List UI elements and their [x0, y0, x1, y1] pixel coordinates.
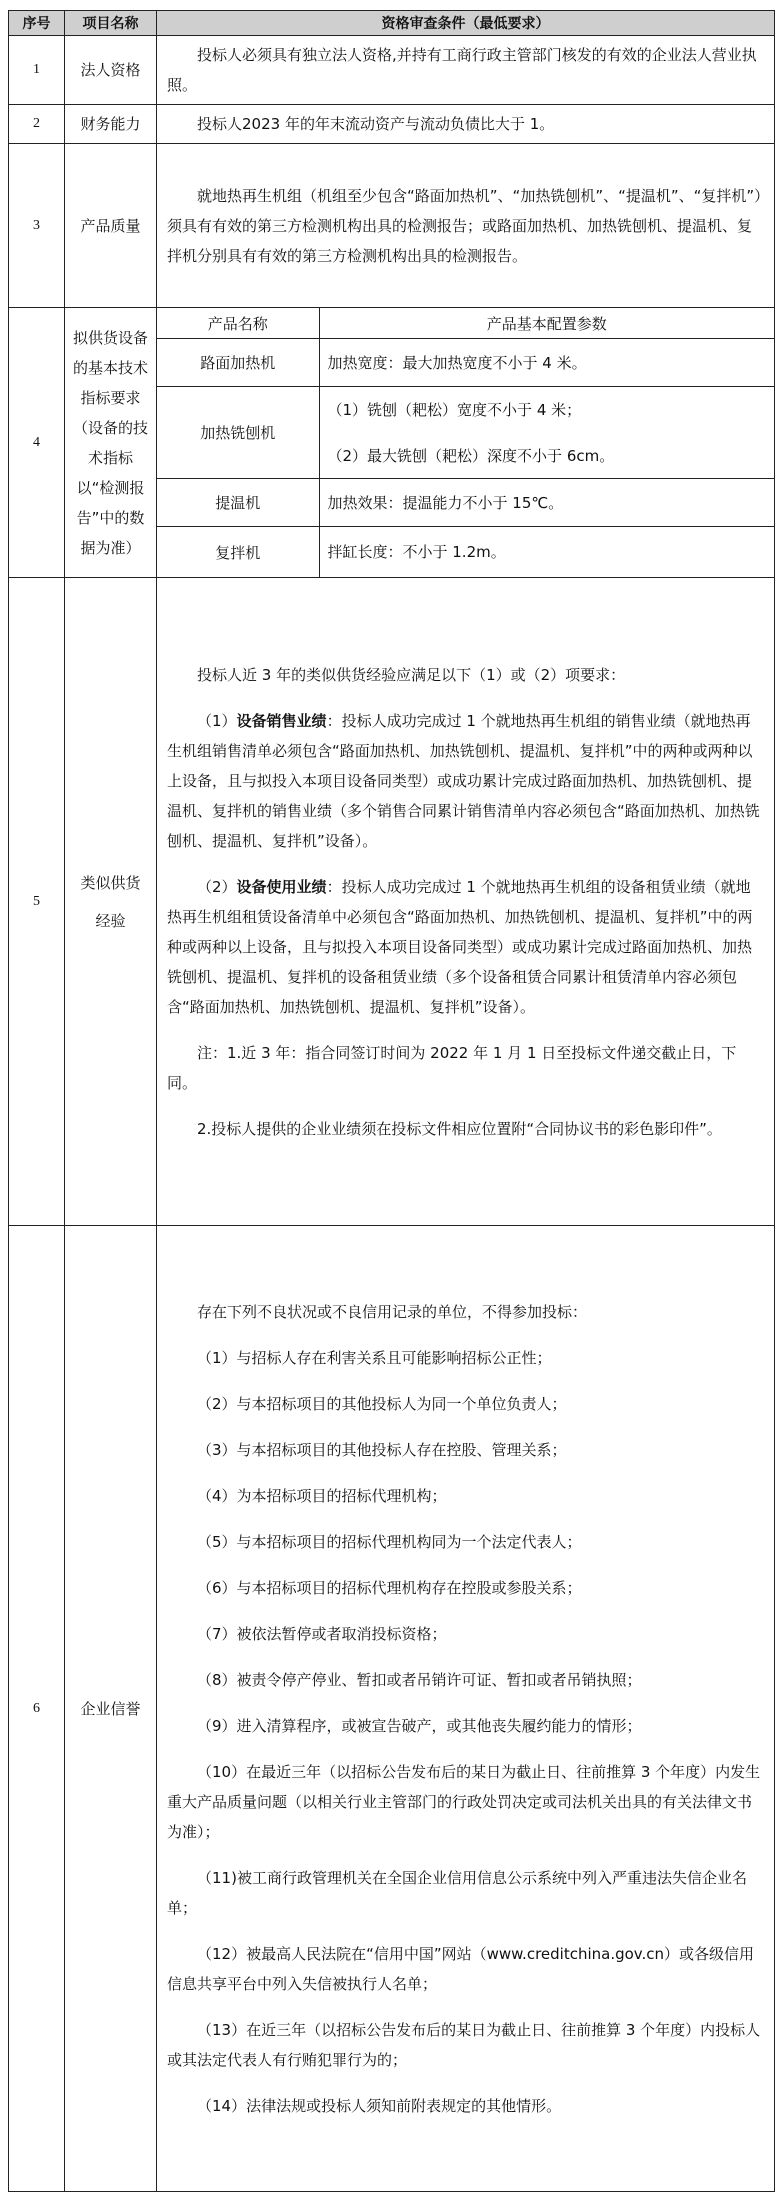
table-row-1 [9, 36, 775, 105]
table-row-3 [9, 144, 775, 308]
spec-product: 提温机 [157, 479, 319, 527]
spec-header-row [157, 308, 774, 339]
row-item-name-line: 类似供货 [80, 873, 141, 892]
spec-param-line: （1）铣刨（耙松）宽度不小于 4 米； [327, 400, 582, 419]
list-item: （6）与本招标项目的招标代理机构存在控股或参股关系； [197, 1578, 582, 1597]
list-item: （7）被依法暂停或者取消投标资格； [197, 1624, 447, 1643]
row-item-name [65, 578, 157, 1226]
list-item: （8）被责令停产停业、暂扣或者吊销许可证、暂扣或者吊销执照； [197, 1670, 642, 1689]
row-condition [157, 36, 775, 105]
spec-params [319, 387, 774, 479]
spec-product: 路面加热机 [157, 339, 319, 387]
spec-header-params: 产品基本配置参数 [319, 308, 774, 339]
spec-param-line: （2）最大铣刨（耙松）深度不小于 6cm。 [327, 446, 615, 465]
row-condition [157, 578, 775, 1226]
row-condition [157, 308, 775, 578]
table-row-2 [9, 105, 775, 144]
row-number: 2 [9, 105, 65, 144]
condition-intro: 投标人近 3 年的类似供货经验应满足以下（1）或（2）项要求： [197, 665, 626, 684]
row-item-name [65, 308, 157, 578]
list-item: （10）在最近三年（以招标公告发布后的某日为截止日、往前推算 3 个年度）内发生重大产品质量问题（以相关行业主管部门的行政处罚决定或司法机关出具的有关法律文书为准）； [167, 1762, 761, 1841]
condition-paragraph [167, 872, 764, 1022]
paragraph-bold-title: 设备销售业绩 [236, 711, 327, 730]
paragraph-bold-title: 设备使用业绩 [236, 877, 327, 896]
list-item: （12）被最高人民法院在“信用中国”网站（www.creditchina.gov.cn）或各级信用信息共享平台中列入失信被执行人名单； [167, 1944, 755, 1993]
row-number: 3 [9, 144, 65, 308]
table-row-4 [9, 308, 775, 578]
header-no: 序号 [9, 11, 65, 36]
paragraph-text: ：投标人成功完成过 1 个就地热再生机组的销售业绩（就地热再生机组销售清单必须包含“路面加热机、加热铣刨机、提温机、复拌机”中的两种或两种以上设备，且与拟投入本项目设备同类型）或成功累计完成过路面加热机、加热铣刨机、提温机、复拌机的销售业绩（多个销售合同累计销售清单内容必须包含“路面加热机、加热铣刨机、提温机、复拌机”设备）。 [167, 711, 760, 850]
condition-text: 投标人2023 年的年末流动资产与流动负债比大于 1。 [197, 115, 555, 133]
row-condition [157, 1226, 775, 2192]
condition-text: 投标人必须具有独立法人资格,并持有工商行政主管部门核发的有效的企业法人营业执照。 [167, 46, 757, 94]
list-item: （13）在近三年（以招标公告发布后的某日为截止日、往前推算 3 个年度）内投标人或其法定代表人有行贿犯罪行为的； [167, 2020, 761, 2069]
table-row-5 [9, 578, 775, 1226]
condition-text: 就地热再生机组（机组至少包含“路面加热机”、“加热铣刨机”、“提温机”、“复拌机”）须具有有效的第三方检测机构出具的检测报告；或路面加热机、加热铣刨机、提温机、复拌机分别具有有效的第三方检测机构出具的检测报告。 [167, 186, 762, 265]
condition-intro: 存在下列不良状况或不良信用记录的单位，不得参加投标： [197, 1302, 588, 1321]
row-item-name-text: 拟供货设备的基本技术指标要求（设备的技术指标以“检测报告”中的数据为准） [72, 328, 148, 557]
list-item: （1）与招标人存在利害关系且可能影响招标公正性； [197, 1348, 552, 1367]
paragraph-prefix: （1） [197, 711, 237, 730]
list-item: （3）与本招标项目的其他投标人存在控股、管理关系； [197, 1440, 567, 1459]
spec-product: 复拌机 [157, 527, 319, 577]
row-number: 4 [9, 308, 65, 578]
spec-row [157, 479, 774, 527]
qualification-table [8, 10, 775, 2192]
spec-row [157, 339, 774, 387]
row-number: 5 [9, 578, 65, 1226]
spec-params: 加热宽度：最大加热宽度不小于 4 米。 [319, 339, 774, 387]
condition-paragraph [167, 706, 764, 856]
paragraph-text: ：投标人成功完成过 1 个就地热再生机组的设备租赁业绩（就地热再生机组租赁设备清单中必须包含“路面加热机、加热铣刨机、提温机、复拌机”中的两种或两种以上设备，且与拟投入本项目设备同类型）或成功累计完成过路面加热机、加热铣刨机、提温机、复拌机的设备租赁业绩（多个设备租赁合同累计租赁清单内容必须包含“路面加热机、加热铣刨机、提温机、复拌机”设备）。 [167, 877, 753, 1016]
spec-row [157, 527, 774, 577]
list-item: （14）法律法规或投标人须知前附表规定的其他情形。 [197, 2096, 562, 2115]
paragraph-prefix: （2） [197, 877, 237, 896]
list-item: （9）进入清算程序，或被宣告破产，或其他丧失履约能力的情形； [197, 1716, 642, 1735]
condition-note: 2.投标人提供的企业业绩须在投标文件相应位置附“合同协议书的彩色影印件”。 [197, 1119, 722, 1138]
list-item: （2）与本招标项目的其他投标人为同一个单位负责人； [197, 1394, 567, 1413]
list-item: （11)被工商行政管理机关在全国企业信用信息公示系统中列入严重违法失信企业名单； [167, 1868, 747, 1917]
spec-header-product: 产品名称 [157, 308, 319, 339]
row-number: 6 [9, 1226, 65, 2192]
row-item-name: 企业信誉 [65, 1226, 157, 2192]
header-condition: 资格审查条件（最低要求） [157, 11, 775, 36]
spec-params: 拌缸长度：不小于 1.2m。 [319, 527, 774, 577]
table-row-6 [9, 1226, 775, 2192]
spec-table [157, 308, 774, 577]
row-condition [157, 105, 775, 144]
table-header-row [9, 11, 775, 36]
row-item-name: 产品质量 [65, 144, 157, 308]
header-name: 项目名称 [65, 11, 157, 36]
spec-row [157, 387, 774, 479]
list-item: （5）与本招标项目的招标代理机构同为一个法定代表人； [197, 1532, 582, 1551]
row-condition [157, 144, 775, 308]
row-item-name: 法人资格 [65, 36, 157, 105]
condition-note: 注：1.近 3 年：指合同签订时间为 2022 年 1 月 1 日至投标文件递交截止日，下同。 [167, 1043, 737, 1092]
spec-params: 加热效果：提温能力不小于 15℃。 [319, 479, 774, 527]
row-item-name-line: 经验 [95, 911, 126, 930]
row-item-name: 财务能力 [65, 105, 157, 144]
spec-product: 加热铣刨机 [157, 387, 319, 479]
row-number: 1 [9, 36, 65, 105]
list-item: （4）为本招标项目的招标代理机构； [197, 1486, 447, 1505]
